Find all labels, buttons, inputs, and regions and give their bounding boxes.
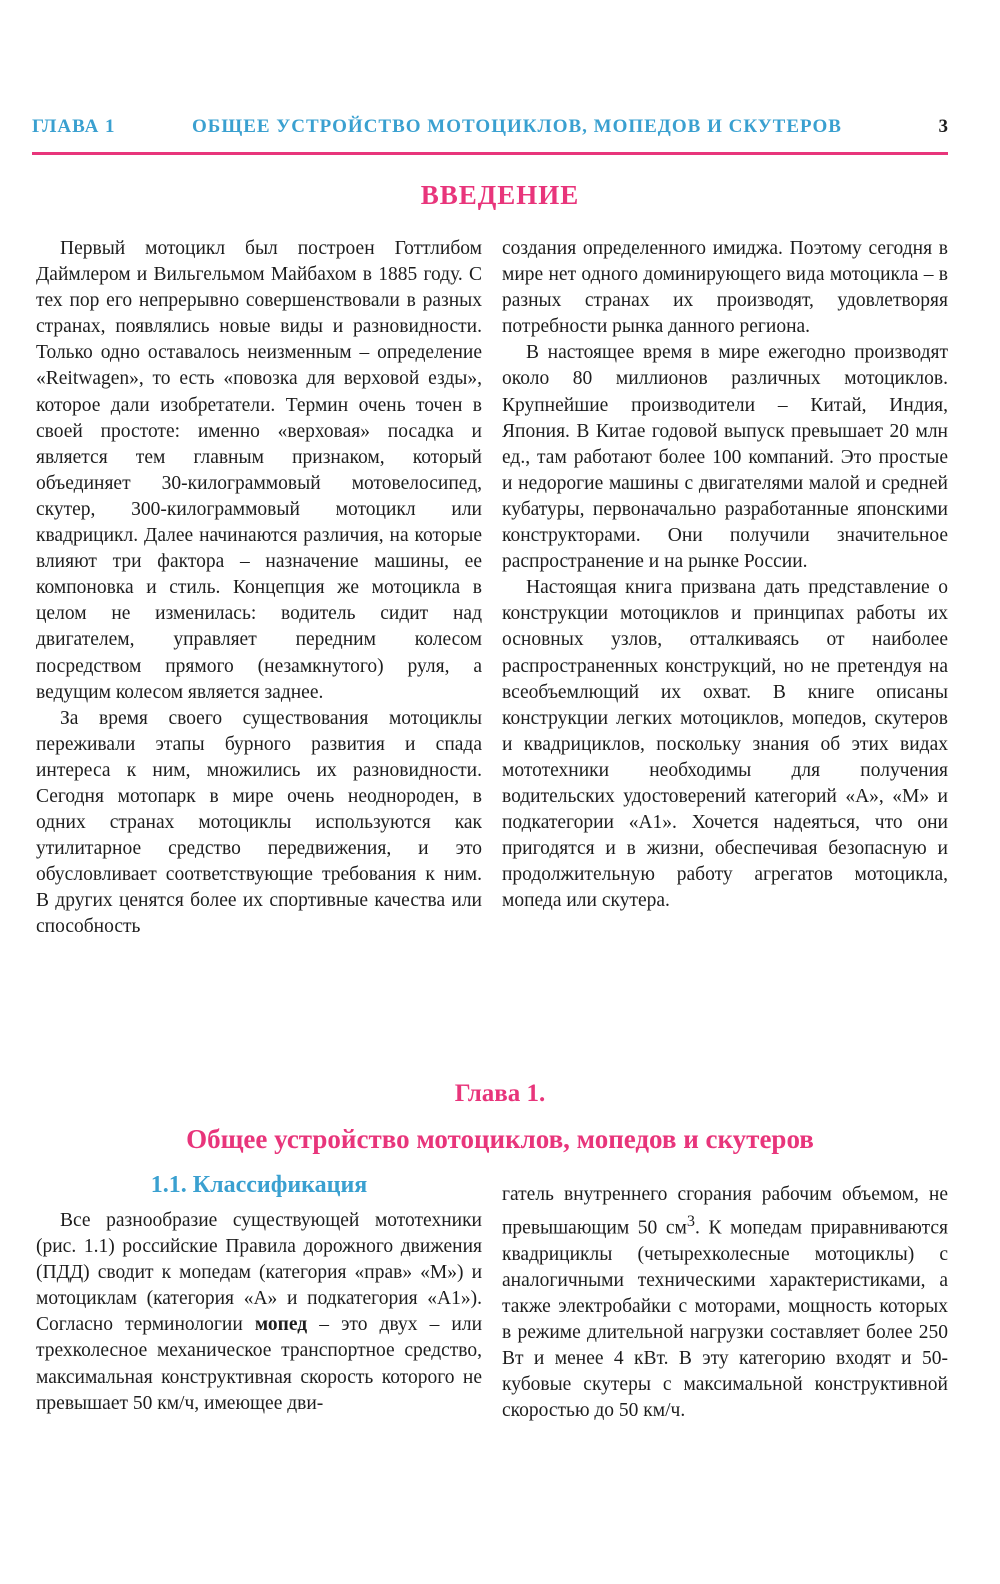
section-left-column	[36, 1208, 482, 1417]
section-heading: 1.1. Классификация	[150, 1172, 368, 1198]
intro-paragraph-2-continued: создания определенного имиджа. Поэтому сегодня в мире нет одного доминирующего вида мотоцикла – в разных странах их производят, удовлетворяя потребности рынка данного региона.	[502, 238, 948, 338]
section-paragraph-1	[36, 1208, 482, 1417]
chapter-heading: Глава 1.	[454, 1080, 546, 1107]
section-text-before-term: Все разнообразие существующей мототехники (рис. 1.1) российские Правила дорожного движения (ПДД) сводит к мопедам (категория «прав» «М») и мотоциклам (категория «А» и подкатегория «А1»). Согласно терминологии	[36, 1210, 482, 1336]
running-header	[32, 116, 948, 146]
cubic-superscript: 3	[686, 1212, 696, 1231]
intro-right-column	[502, 236, 948, 914]
section-right-text-1: гатель внутреннего сгорания рабочим объемом, не превышающим 50 см	[502, 1184, 948, 1239]
section-right-text-2: . К мопедам приравниваются квадрициклы (четырехколесные мотоциклы) с аналогичными техническими характеристиками, а также электробайки с моторами, мощность которых в режиме длительной нагрузки составляет более 250 Вт и менее 4 кВт. В эту категорию входят и 50-кубовые скутеры с максимальной конструктивной скоростью до 50 км/ч.	[502, 1217, 948, 1422]
section-text-after-term: – это двух – или трехколесное механическое транспортное средство, максимальная конструктивная скорость которого не превышает 50 км/ч, имеющее дви-	[36, 1314, 483, 1414]
intro-paragraph-2: За время своего существования мотоциклы переживали этапы бурного развития и спада интереса к ним, множились их разновидности. Сегодня мотопарк в мире очень неоднороден, в одних странах мотоциклы используются как утилитарное средство передвижения, и это обусловливает соответствующие требования к ним. В других ценятся более их спортивные качества или способность	[36, 707, 482, 938]
term-moped: мопед	[254, 1314, 308, 1336]
chapter-subtitle: Общее устройство мотоциклов, мопедов и скутеров	[186, 1124, 814, 1154]
intro-left-column	[36, 236, 482, 941]
page-number: 3	[938, 116, 948, 137]
intro-paragraph-1: Первый мотоцикл был построен Готтлибом Даймлером и Вильгельмом Майбахом в 1885 году. С тех пор его непрерывно совершенствовали в разных странах, появлялись новые виды и разновидности. Только одно оставалось неизменным – определение «Reitwagen», то есть «повозка для верховой езды», которое дали изобретатели. Термин очень точен в своей простоте: именно «верховая» посадка и является тем главным признаком, который объединяет 30-килограммовый мотовелосипед, скутер, 300-килограммовый мотоцикл или квадрицикл. Далее начинаются различия, на которые влияют три фактора – назначение машины, ее компоновка и стиль. Концепция же мотоцикла в целом не изменилась: водитель сидит над двигателем, управляет передним колесом посредством прямого (незамкнутого) руля, а ведущим колесом является заднее.	[36, 238, 482, 703]
header-chapter-title: ОБЩЕЕ УСТРОЙСТВО МОТОЦИКЛОВ, МОПЕДОВ И СКУТЕРОВ	[192, 116, 842, 137]
intro-title: ВВЕДЕНИЕ	[420, 180, 580, 210]
header-divider	[32, 152, 948, 155]
section-paragraph-1-continued	[502, 1182, 948, 1424]
intro-paragraph-3: В настоящее время в мире ежегодно производят около 80 миллионов различных мотоциклов. Крупнейшие производители – Китай, Индия, Япония. В Китае годовой выпуск превышает 20 млн ед., там работают более 100 компаний. Это простые и недорогие машины с двигателями малой и средней кубатуры, первоначально разработанные японскими конструкторами. Они получили значительное распространение и на рынке России.	[502, 342, 948, 573]
header-chapter-label: ГЛАВА 1	[32, 116, 116, 137]
section-right-column	[502, 1182, 948, 1424]
intro-paragraph-4: Настоящая книга призвана дать представление о конструкции мотоциклов и принципах работы их основных узлов, отталкиваясь от наиболее распространенных конструкций, но не претендуя на всеобъемлющий их охват. В книге описаны конструкции легких мотоциклов, мопедов, скутеров и квадрициклов, поскольку знания об этих видах мототехники необходимы для получения водительских удостоверений категорий «А», «М» и подкатегории «А1». Хочется надеяться, что они пригодятся и в жизни, обеспечивая безопасную и продолжительную работу агрегатов мотоцикла, мопеда или скутера.	[502, 577, 948, 912]
